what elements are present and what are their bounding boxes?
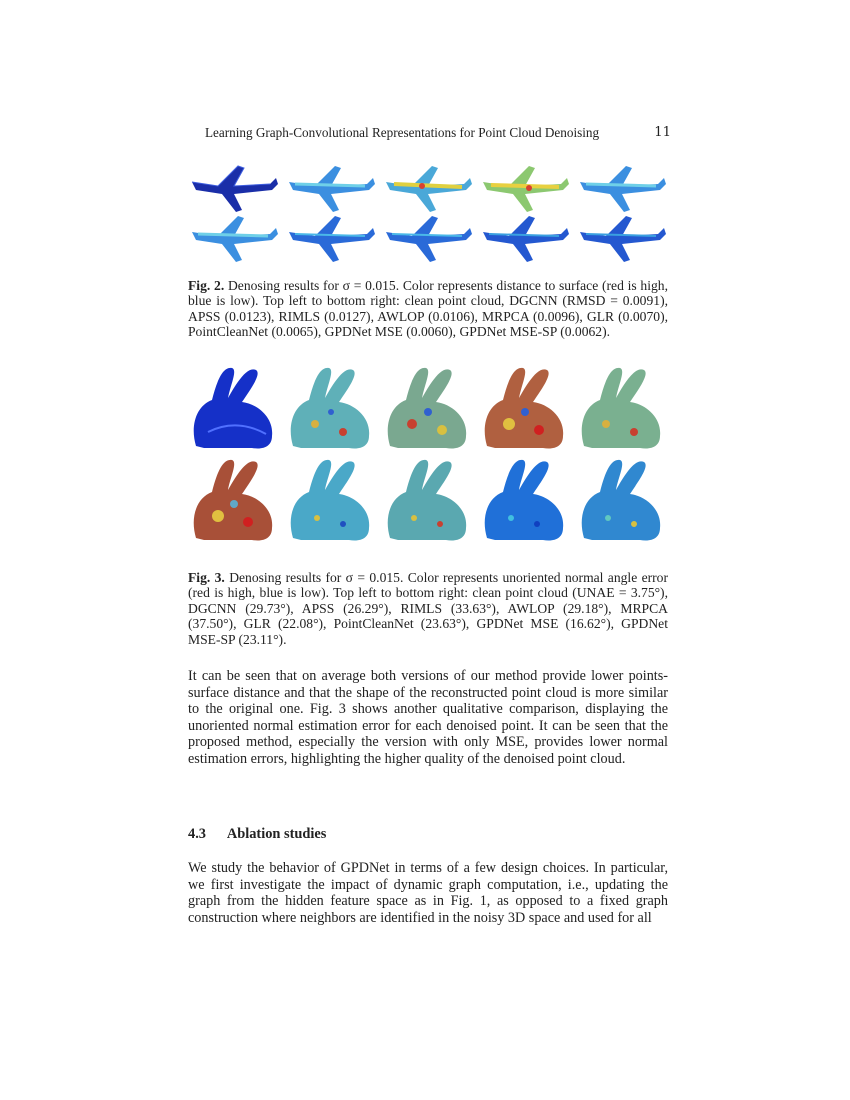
bunny-image (382, 454, 474, 546)
airplane-image (382, 160, 474, 216)
bunny-image (188, 454, 280, 546)
fig3-row-1 (188, 362, 668, 454)
fig3-caption (188, 570, 668, 647)
airplane-image (285, 160, 377, 216)
fig2-row-2 (188, 210, 668, 266)
airplane-image (188, 160, 280, 216)
airplane-image (188, 210, 280, 266)
bunny-image (576, 454, 668, 546)
body-paragraph: We study the behavior of GPDNet in terms of a few design choices. In particular, we first investigate the impact of dynamic graph computation, i.e., updating the graph from the hidden feature space as in Fig. 1, as opposed to a fixed graph construction where neighbors are identified in the noisy 3D space and used for all (188, 860, 668, 926)
fig3-caption-text: Denosing results for σ = 0.015. Color represents unoriented normal angle error (red is high, blue is low). Top left to bottom right: clean point cloud (UNAE = 3.75°), DGCNN (29.73°), APSS (26.29°), RIMLS (33.63°), AWLOP (29.18°), MRPCA (37.50°), GLR (22.08°), PointCleanNet (23.63°), GPDNet MSE (16.62°), GPDNet MSE-SP (23.11°). (188, 570, 668, 647)
section-heading (188, 826, 326, 843)
bunny-image (285, 362, 377, 454)
airplane-image (479, 160, 571, 216)
bunny-image (576, 362, 668, 454)
page-number: 11 (654, 125, 671, 140)
bunny-image (285, 454, 377, 546)
section-title: Ablation studies (226, 826, 327, 842)
bunny-image (479, 362, 571, 454)
fig2-caption-text: Denosing results for σ = 0.015. Color represents distance to surface (red is high, blue is low). Top left to bottom right: clean point cloud, DGCNN (RMSD = 0.0091), APSS (0.0123), RIMLS (0.0127), AWLOP (0.0106), MRPCA (0.0096), GLR (0.0070), PointCleanNet (0.0065), GPDNet MSE (0.0060), GPDNet MSE-SP (0.0062). (188, 278, 668, 340)
airplane-image (479, 210, 571, 266)
bunny-image (479, 454, 571, 546)
bunny-image (188, 362, 280, 454)
running-header (205, 125, 671, 141)
bunny-image (382, 362, 474, 454)
fig2-label: Fig. 2. (188, 278, 225, 293)
airplane-image (576, 210, 668, 266)
fig3-row-2 (188, 454, 668, 546)
airplane-image (382, 210, 474, 266)
body-paragraph: It can be seen that on average both versions of our method provide lower points-surface distance and that the shape of the reconstructed point cloud is more similar to the original one. Fig. 3 shows another qualitative comparison, displaying the unoriented normal estimation error for each denoised point. It can be seen that the proposed method, especially the version with only MSE, provides lower normal estimation errors, highlighting the higher quality of the denoised point cloud. (188, 668, 668, 767)
airplane-image (285, 210, 377, 266)
airplane-image (576, 160, 668, 216)
section-number: 4.3 (188, 826, 206, 842)
fig2-caption (188, 278, 668, 340)
fig3-label: Fig. 3. (188, 570, 225, 585)
running-title: Learning Graph-Convolutional Representations for Point Cloud Denoising (205, 125, 600, 140)
fig2-row-1 (188, 160, 668, 216)
